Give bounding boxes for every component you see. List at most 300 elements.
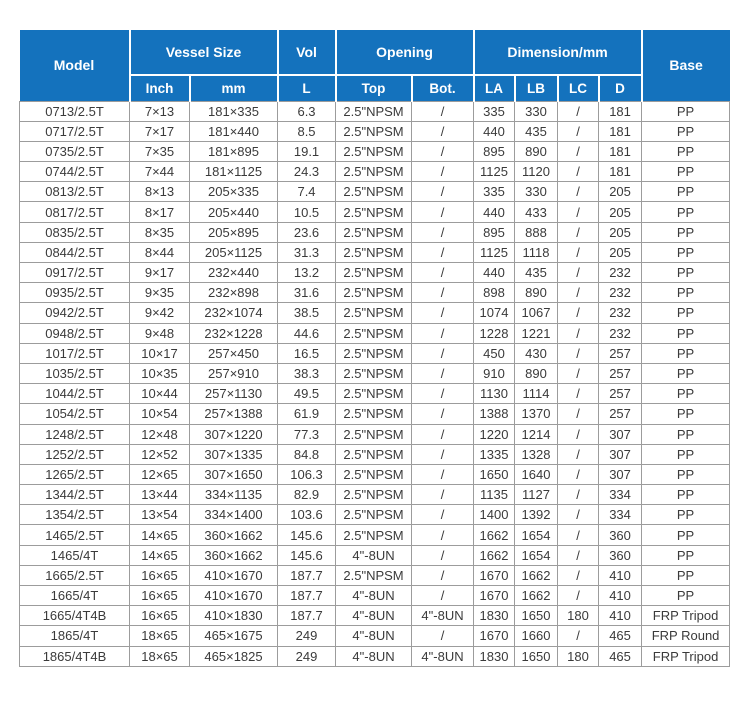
cell-base: FRP Tripod	[642, 646, 730, 666]
cell-vessel-inch: 8×44	[130, 242, 190, 262]
header-vessel-size: Vessel Size	[130, 30, 278, 75]
cell-vessel-mm: 181×335	[190, 101, 278, 121]
cell-opening-top: 2.5"NPSM	[336, 121, 412, 141]
cell-vessel-mm: 181×1125	[190, 162, 278, 182]
cell-vol-l: 145.6	[278, 525, 336, 545]
cell-opening-bot: /	[412, 303, 474, 323]
cell-dim-d: 232	[599, 303, 642, 323]
cell-model: 1865/4T	[20, 626, 130, 646]
cell-vessel-mm: 410×1670	[190, 565, 278, 585]
cell-dim-lb: 1650	[515, 646, 558, 666]
table-row	[20, 242, 730, 262]
cell-dim-la: 335	[474, 101, 515, 121]
cell-base: PP	[642, 505, 730, 525]
cell-base: PP	[642, 283, 730, 303]
cell-vessel-mm: 334×1135	[190, 485, 278, 505]
cell-opening-bot: /	[412, 485, 474, 505]
cell-dim-lb: 1114	[515, 384, 558, 404]
cell-vessel-mm: 307×1335	[190, 444, 278, 464]
cell-vessel-inch: 12×65	[130, 464, 190, 484]
cell-vessel-mm: 360×1662	[190, 525, 278, 545]
table-row	[20, 162, 730, 182]
cell-model: 0813/2.5T	[20, 182, 130, 202]
cell-model: 0735/2.5T	[20, 141, 130, 161]
table-row	[20, 303, 730, 323]
cell-dim-lc: /	[558, 404, 599, 424]
cell-dim-la: 895	[474, 222, 515, 242]
cell-dim-la: 898	[474, 283, 515, 303]
cell-vessel-mm: 232×1074	[190, 303, 278, 323]
cell-dim-lb: 330	[515, 182, 558, 202]
cell-dim-lc: /	[558, 263, 599, 283]
cell-vol-l: 249	[278, 646, 336, 666]
cell-vol-l: 82.9	[278, 485, 336, 505]
cell-dim-d: 205	[599, 242, 642, 262]
cell-dim-la: 1388	[474, 404, 515, 424]
cell-dim-la: 440	[474, 202, 515, 222]
cell-vessel-mm: 181×895	[190, 141, 278, 161]
cell-dim-d: 307	[599, 444, 642, 464]
cell-vol-l: 13.2	[278, 263, 336, 283]
cell-vol-l: 31.6	[278, 283, 336, 303]
cell-dim-d: 181	[599, 162, 642, 182]
cell-opening-top: 2.5"NPSM	[336, 242, 412, 262]
cell-dim-lc: /	[558, 202, 599, 222]
cell-model: 0717/2.5T	[20, 121, 130, 141]
cell-dim-lb: 430	[515, 343, 558, 363]
cell-dim-lb: 1650	[515, 606, 558, 626]
cell-model: 1665/4T4B	[20, 606, 130, 626]
cell-dim-lb: 1221	[515, 323, 558, 343]
cell-vol-l: 7.4	[278, 182, 336, 202]
cell-dim-la: 1400	[474, 505, 515, 525]
cell-opening-bot: /	[412, 626, 474, 646]
cell-dim-lc: 180	[558, 606, 599, 626]
spec-table-container	[19, 30, 730, 667]
cell-model: 1865/4T4B	[20, 646, 130, 666]
table-row	[20, 343, 730, 363]
cell-dim-lb: 1127	[515, 485, 558, 505]
cell-dim-lb: 330	[515, 101, 558, 121]
cell-dim-lb: 890	[515, 283, 558, 303]
cell-dim-d: 181	[599, 101, 642, 121]
cell-dim-lb: 1654	[515, 545, 558, 565]
table-row	[20, 222, 730, 242]
cell-base: PP	[642, 242, 730, 262]
cell-dim-lc: /	[558, 464, 599, 484]
cell-opening-top: 2.5"NPSM	[336, 404, 412, 424]
cell-opening-bot: /	[412, 586, 474, 606]
cell-dim-lc: /	[558, 525, 599, 545]
cell-vol-l: 38.5	[278, 303, 336, 323]
cell-opening-bot: /	[412, 222, 474, 242]
cell-dim-d: 334	[599, 485, 642, 505]
cell-vessel-inch: 7×17	[130, 121, 190, 141]
table-row	[20, 444, 730, 464]
cell-opening-top: 2.5"NPSM	[336, 343, 412, 363]
cell-base: FRP Tripod	[642, 606, 730, 626]
table-row	[20, 384, 730, 404]
table-row	[20, 525, 730, 545]
cell-dim-la: 910	[474, 363, 515, 383]
cell-base: PP	[642, 323, 730, 343]
table-row	[20, 586, 730, 606]
subheader-mm: mm	[190, 75, 278, 101]
cell-model: 0744/2.5T	[20, 162, 130, 182]
table-header	[20, 30, 730, 101]
cell-base: PP	[642, 404, 730, 424]
table-row	[20, 363, 730, 383]
cell-vessel-inch: 7×13	[130, 101, 190, 121]
cell-dim-lc: /	[558, 121, 599, 141]
cell-dim-lc: /	[558, 363, 599, 383]
cell-vessel-inch: 7×35	[130, 141, 190, 161]
cell-vessel-mm: 232×898	[190, 283, 278, 303]
spec-table	[19, 30, 730, 667]
cell-vol-l: 38.3	[278, 363, 336, 383]
cell-dim-lb: 435	[515, 263, 558, 283]
cell-vessel-mm: 257×910	[190, 363, 278, 383]
header-opening: Opening	[336, 30, 474, 75]
cell-model: 0835/2.5T	[20, 222, 130, 242]
cell-dim-lb: 1654	[515, 525, 558, 545]
cell-dim-la: 1830	[474, 646, 515, 666]
cell-dim-la: 335	[474, 182, 515, 202]
cell-model: 0935/2.5T	[20, 283, 130, 303]
cell-base: PP	[642, 545, 730, 565]
cell-base: PP	[642, 202, 730, 222]
table-row	[20, 141, 730, 161]
cell-vol-l: 106.3	[278, 464, 336, 484]
cell-dim-d: 465	[599, 626, 642, 646]
cell-opening-top: 2.5"NPSM	[336, 141, 412, 161]
table-row	[20, 182, 730, 202]
cell-vessel-mm: 257×450	[190, 343, 278, 363]
cell-dim-d: 232	[599, 263, 642, 283]
cell-vessel-inch: 16×65	[130, 565, 190, 585]
cell-dim-lb: 1660	[515, 626, 558, 646]
table-body	[20, 101, 730, 666]
cell-vol-l: 16.5	[278, 343, 336, 363]
cell-dim-lb: 1120	[515, 162, 558, 182]
table-row	[20, 202, 730, 222]
table-row	[20, 424, 730, 444]
cell-dim-d: 360	[599, 525, 642, 545]
cell-vol-l: 49.5	[278, 384, 336, 404]
cell-opening-bot: /	[412, 101, 474, 121]
cell-dim-d: 465	[599, 646, 642, 666]
cell-dim-la: 1135	[474, 485, 515, 505]
cell-vessel-inch: 12×48	[130, 424, 190, 444]
cell-opening-bot: /	[412, 444, 474, 464]
cell-vessel-inch: 18×65	[130, 626, 190, 646]
cell-opening-top: 2.5"NPSM	[336, 485, 412, 505]
cell-opening-top: 2.5"NPSM	[336, 162, 412, 182]
cell-vessel-mm: 334×1400	[190, 505, 278, 525]
cell-vessel-mm: 205×440	[190, 202, 278, 222]
cell-dim-d: 257	[599, 404, 642, 424]
cell-vessel-inch: 7×44	[130, 162, 190, 182]
cell-vessel-mm: 232×1228	[190, 323, 278, 343]
cell-dim-lc: /	[558, 283, 599, 303]
cell-model: 1017/2.5T	[20, 343, 130, 363]
cell-opening-top: 2.5"NPSM	[336, 363, 412, 383]
cell-base: PP	[642, 565, 730, 585]
cell-opening-top: 4"-8UN	[336, 586, 412, 606]
cell-vessel-inch: 12×52	[130, 444, 190, 464]
cell-vessel-inch: 8×35	[130, 222, 190, 242]
cell-dim-la: 1220	[474, 424, 515, 444]
cell-dim-lc: /	[558, 586, 599, 606]
header-model: Model	[20, 30, 130, 101]
cell-dim-lc: /	[558, 565, 599, 585]
cell-opening-bot: /	[412, 162, 474, 182]
cell-dim-d: 257	[599, 343, 642, 363]
subheader-l: L	[278, 75, 336, 101]
header-vol: Vol	[278, 30, 336, 75]
subheader-d: D	[599, 75, 642, 101]
cell-vessel-mm: 360×1662	[190, 545, 278, 565]
cell-vol-l: 187.7	[278, 606, 336, 626]
table-row	[20, 565, 730, 585]
cell-vessel-inch: 10×44	[130, 384, 190, 404]
header-group-row	[20, 30, 730, 75]
cell-vessel-inch: 9×48	[130, 323, 190, 343]
cell-base: PP	[642, 586, 730, 606]
cell-base: PP	[642, 525, 730, 545]
cell-model: 0713/2.5T	[20, 101, 130, 121]
cell-dim-d: 334	[599, 505, 642, 525]
cell-base: PP	[642, 263, 730, 283]
cell-dim-lb: 1370	[515, 404, 558, 424]
cell-vessel-inch: 13×44	[130, 485, 190, 505]
cell-model: 1252/2.5T	[20, 444, 130, 464]
cell-opening-top: 4"-8UN	[336, 646, 412, 666]
cell-vessel-mm: 205×335	[190, 182, 278, 202]
cell-vessel-mm: 410×1830	[190, 606, 278, 626]
cell-dim-lc: /	[558, 162, 599, 182]
cell-opening-top: 2.5"NPSM	[336, 424, 412, 444]
cell-opening-bot: /	[412, 202, 474, 222]
cell-opening-bot: /	[412, 424, 474, 444]
cell-opening-bot: /	[412, 404, 474, 424]
cell-vessel-inch: 10×35	[130, 363, 190, 383]
cell-base: PP	[642, 464, 730, 484]
cell-base: PP	[642, 343, 730, 363]
cell-opening-bot: /	[412, 182, 474, 202]
cell-base: PP	[642, 222, 730, 242]
cell-vessel-mm: 465×1825	[190, 646, 278, 666]
cell-dim-la: 440	[474, 263, 515, 283]
cell-dim-lb: 1392	[515, 505, 558, 525]
cell-model: 1044/2.5T	[20, 384, 130, 404]
cell-opening-bot: /	[412, 242, 474, 262]
cell-dim-la: 1830	[474, 606, 515, 626]
cell-dim-lc: /	[558, 141, 599, 161]
cell-model: 0817/2.5T	[20, 202, 130, 222]
cell-vessel-mm: 205×895	[190, 222, 278, 242]
cell-base: PP	[642, 384, 730, 404]
cell-dim-lb: 435	[515, 121, 558, 141]
cell-vol-l: 24.3	[278, 162, 336, 182]
cell-dim-lc: /	[558, 444, 599, 464]
cell-dim-la: 1650	[474, 464, 515, 484]
cell-opening-bot: /	[412, 121, 474, 141]
cell-model: 1265/2.5T	[20, 464, 130, 484]
cell-dim-lb: 1640	[515, 464, 558, 484]
cell-dim-lc: /	[558, 222, 599, 242]
cell-dim-d: 307	[599, 424, 642, 444]
cell-dim-lb: 890	[515, 141, 558, 161]
cell-dim-la: 1125	[474, 242, 515, 262]
cell-dim-lb: 890	[515, 363, 558, 383]
cell-opening-top: 2.5"NPSM	[336, 505, 412, 525]
cell-model: 0844/2.5T	[20, 242, 130, 262]
cell-dim-d: 257	[599, 384, 642, 404]
cell-opening-bot: 4"-8UN	[412, 646, 474, 666]
cell-dim-lb: 433	[515, 202, 558, 222]
cell-base: PP	[642, 485, 730, 505]
cell-opening-bot: /	[412, 343, 474, 363]
cell-vessel-inch: 13×54	[130, 505, 190, 525]
cell-vessel-inch: 9×35	[130, 283, 190, 303]
cell-vessel-inch: 9×42	[130, 303, 190, 323]
cell-opening-top: 4"-8UN	[336, 545, 412, 565]
cell-dim-lc: /	[558, 384, 599, 404]
cell-vessel-inch: 10×17	[130, 343, 190, 363]
cell-vessel-inch: 16×65	[130, 586, 190, 606]
cell-model: 1248/2.5T	[20, 424, 130, 444]
cell-dim-lb: 1214	[515, 424, 558, 444]
cell-model: 1665/4T	[20, 586, 130, 606]
cell-opening-top: 2.5"NPSM	[336, 525, 412, 545]
table-row	[20, 545, 730, 565]
cell-vol-l: 103.6	[278, 505, 336, 525]
cell-dim-lb: 1118	[515, 242, 558, 262]
cell-vessel-inch: 8×13	[130, 182, 190, 202]
table-row	[20, 606, 730, 626]
cell-opening-bot: /	[412, 363, 474, 383]
header-base: Base	[642, 30, 730, 101]
cell-vessel-inch: 16×65	[130, 606, 190, 626]
cell-model: 0942/2.5T	[20, 303, 130, 323]
cell-opening-bot: /	[412, 464, 474, 484]
cell-dim-la: 895	[474, 141, 515, 161]
cell-vol-l: 8.5	[278, 121, 336, 141]
cell-vessel-mm: 465×1675	[190, 626, 278, 646]
cell-base: PP	[642, 121, 730, 141]
cell-opening-top: 2.5"NPSM	[336, 444, 412, 464]
table-row	[20, 485, 730, 505]
cell-vol-l: 6.3	[278, 101, 336, 121]
cell-model: 1354/2.5T	[20, 505, 130, 525]
table-row	[20, 263, 730, 283]
cell-vessel-mm: 232×440	[190, 263, 278, 283]
cell-model: 1035/2.5T	[20, 363, 130, 383]
cell-dim-lc: /	[558, 343, 599, 363]
cell-opening-bot: /	[412, 525, 474, 545]
cell-dim-d: 257	[599, 363, 642, 383]
cell-dim-lc: /	[558, 101, 599, 121]
cell-vol-l: 44.6	[278, 323, 336, 343]
cell-dim-lb: 1328	[515, 444, 558, 464]
cell-dim-lb: 1067	[515, 303, 558, 323]
cell-vol-l: 23.6	[278, 222, 336, 242]
table-row	[20, 626, 730, 646]
cell-vessel-inch: 14×65	[130, 525, 190, 545]
cell-opening-bot: /	[412, 545, 474, 565]
cell-vessel-inch: 14×65	[130, 545, 190, 565]
cell-opening-top: 4"-8UN	[336, 606, 412, 626]
subheader-lc: LC	[558, 75, 599, 101]
cell-dim-lc: /	[558, 424, 599, 444]
cell-base: PP	[642, 424, 730, 444]
cell-opening-bot: /	[412, 384, 474, 404]
cell-vol-l: 249	[278, 626, 336, 646]
cell-model: 1665/2.5T	[20, 565, 130, 585]
table-row	[20, 101, 730, 121]
cell-vol-l: 84.8	[278, 444, 336, 464]
cell-opening-top: 2.5"NPSM	[336, 101, 412, 121]
cell-opening-top: 2.5"NPSM	[336, 464, 412, 484]
cell-opening-bot: /	[412, 323, 474, 343]
cell-dim-la: 1125	[474, 162, 515, 182]
cell-vol-l: 187.7	[278, 586, 336, 606]
cell-base: PP	[642, 303, 730, 323]
table-row	[20, 646, 730, 666]
cell-dim-la: 440	[474, 121, 515, 141]
cell-dim-la: 1228	[474, 323, 515, 343]
cell-dim-d: 410	[599, 586, 642, 606]
cell-vessel-mm: 257×1388	[190, 404, 278, 424]
cell-dim-la: 1670	[474, 565, 515, 585]
cell-dim-la: 1670	[474, 586, 515, 606]
subheader-lb: LB	[515, 75, 558, 101]
cell-base: PP	[642, 444, 730, 464]
cell-dim-lc: /	[558, 323, 599, 343]
cell-dim-d: 360	[599, 545, 642, 565]
cell-vessel-inch: 10×54	[130, 404, 190, 424]
cell-opening-bot: /	[412, 283, 474, 303]
cell-dim-lb: 888	[515, 222, 558, 242]
cell-dim-lc: /	[558, 485, 599, 505]
cell-base: FRP Round	[642, 626, 730, 646]
cell-base: PP	[642, 101, 730, 121]
cell-dim-la: 1662	[474, 545, 515, 565]
cell-model: 1344/2.5T	[20, 485, 130, 505]
cell-vessel-inch: 9×17	[130, 263, 190, 283]
cell-dim-d: 205	[599, 202, 642, 222]
cell-base: PP	[642, 182, 730, 202]
table-row	[20, 323, 730, 343]
cell-vol-l: 10.5	[278, 202, 336, 222]
cell-dim-d: 232	[599, 283, 642, 303]
cell-dim-la: 1074	[474, 303, 515, 323]
cell-opening-top: 2.5"NPSM	[336, 384, 412, 404]
cell-vessel-mm: 307×1220	[190, 424, 278, 444]
cell-vessel-inch: 18×65	[130, 646, 190, 666]
cell-vessel-inch: 8×17	[130, 202, 190, 222]
cell-vol-l: 145.6	[278, 545, 336, 565]
cell-opening-bot: /	[412, 141, 474, 161]
cell-dim-la: 1335	[474, 444, 515, 464]
cell-model: 1054/2.5T	[20, 404, 130, 424]
cell-opening-top: 2.5"NPSM	[336, 565, 412, 585]
cell-dim-lc: /	[558, 182, 599, 202]
cell-dim-la: 1130	[474, 384, 515, 404]
cell-opening-top: 2.5"NPSM	[336, 283, 412, 303]
cell-opening-top: 2.5"NPSM	[336, 303, 412, 323]
